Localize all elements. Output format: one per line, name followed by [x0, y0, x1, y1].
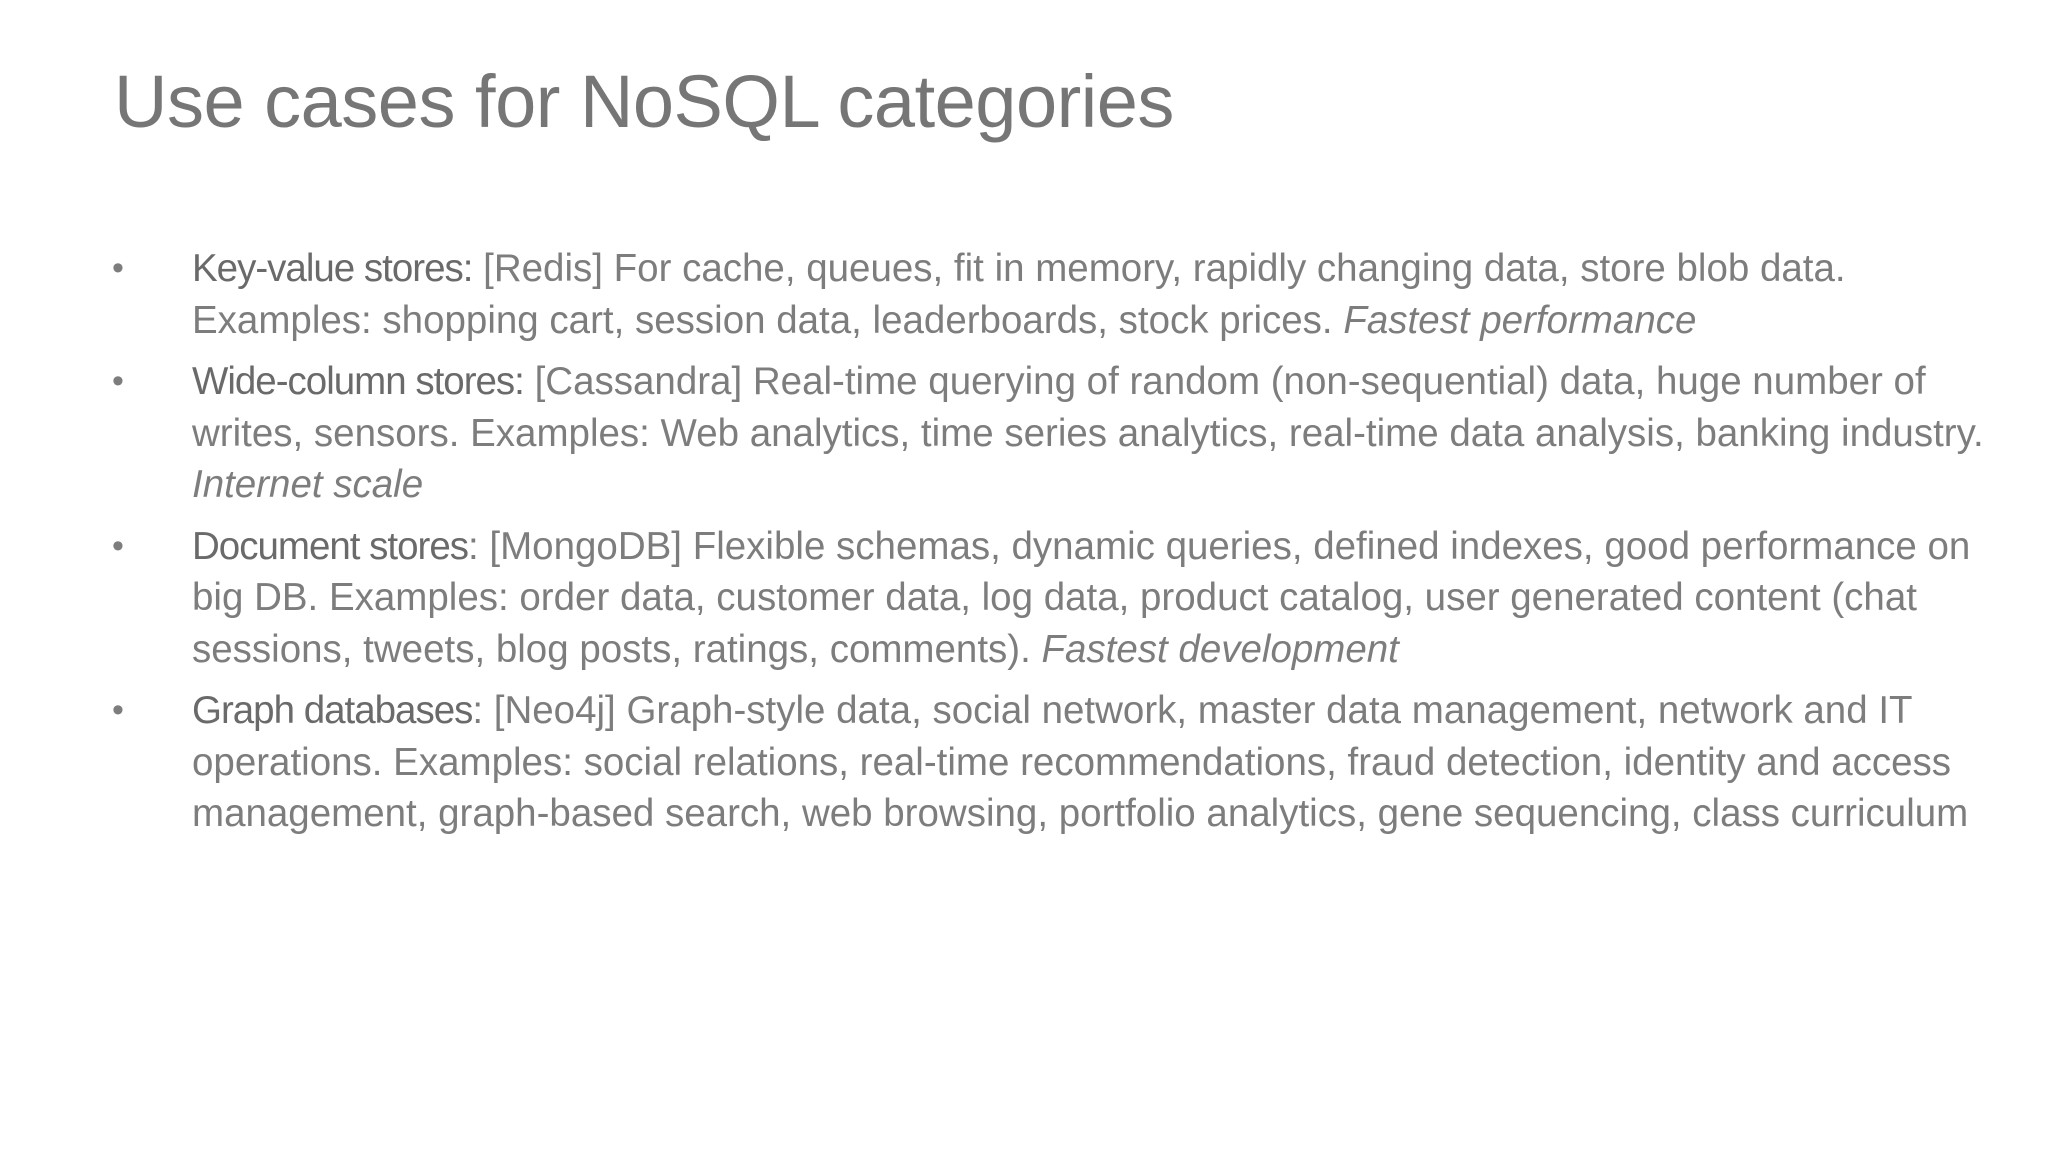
bullet-emphasis: Internet scale — [192, 463, 424, 506]
bullet-body: [Cassandra] Real-time querying of random (non-sequential) data, huge number of writes, sensors. Examples: Web analytics, time series analytics, real-time data analysis, banking industry. — [192, 360, 1984, 455]
bullet-term: Key-value stores: — [192, 247, 473, 290]
bullet-term: Document stores — [192, 524, 469, 568]
bullet-dot-icon: • — [112, 526, 124, 565]
bullet-dot-icon: • — [112, 362, 124, 400]
bullet-body: : [MongoDB] Flexible schemas, dynamic queries, defined indexes, good performance on big DB. Examples: order data, customer data, log data, product catalog, user generated content (chat sessions, tweets, blog posts, ratings, comments). — [192, 524, 1971, 671]
bullet-item-graph — [110, 685, 1990, 840]
bullet-dot-icon: • — [112, 249, 124, 287]
bullet-term: Graph databases — [192, 689, 473, 732]
bullet-term: Wide-column stores: — [192, 360, 524, 403]
bullet-body: : [Neo4j] Graph-style data, social network, master data management, network and IT operations. Examples: social relations, real-time recommendations, fraud detection, identity and access management, graph-based search, web browsing, portfolio analytics, gene sequencing, class curriculum — [192, 689, 1969, 835]
bullet-body: [Redis] For cache, queues, fit in memory, rapidly changing data, store blob data. Examples: shopping cart, session data, leaderboards, stock prices. — [192, 247, 1846, 342]
slide-title: Use cases for NoSQL categories — [114, 60, 1174, 143]
bullet-emphasis: Fastest development — [1041, 627, 1399, 671]
bullet-item-key-value — [110, 243, 1990, 346]
bullet-emphasis: Fastest performance — [1343, 298, 1697, 342]
bullet-item-document — [110, 521, 1990, 676]
bullet-list — [110, 243, 1990, 850]
bullet-item-wide-column — [110, 356, 1990, 511]
bullet-dot-icon: • — [112, 691, 124, 729]
